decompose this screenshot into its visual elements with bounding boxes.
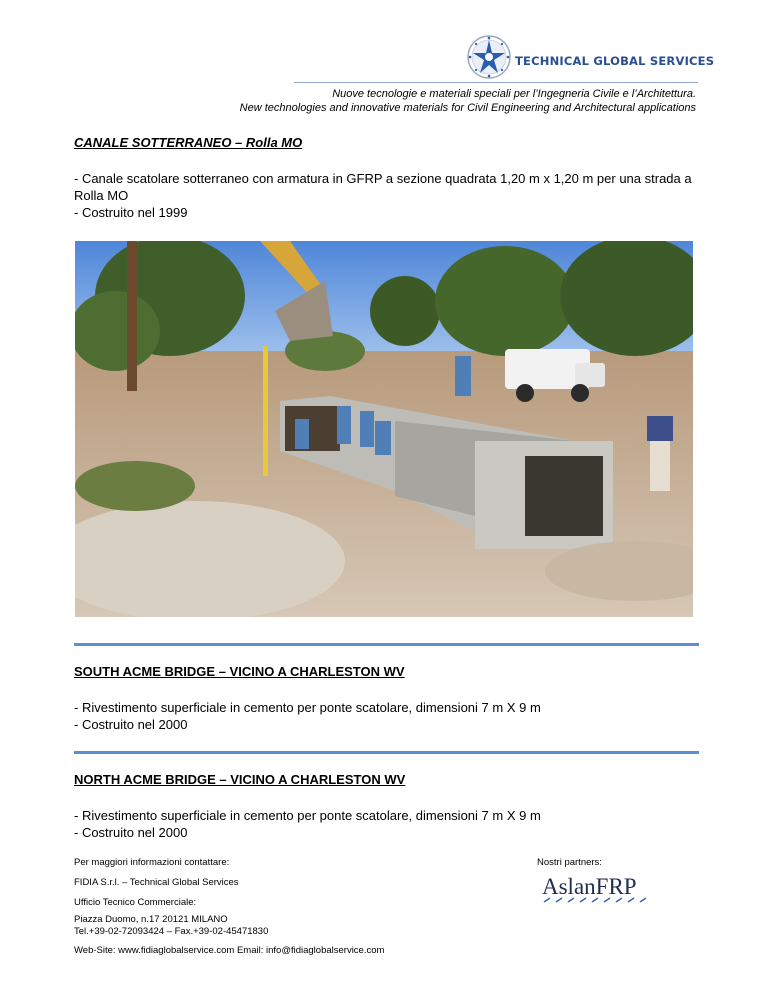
aslan-frp-logo-icon (540, 872, 652, 906)
description-line: - Costruito nel 2000 (74, 825, 188, 840)
footer-contact-intro: Per maggiori informazioni contattare: (74, 857, 230, 868)
tagline-english: New technologies and innovative materials for Civil Engineering and Architectural applications (239, 102, 696, 114)
section-title-canale: CANALE SOTTERRANEO – Rolla MO (74, 135, 303, 150)
tagline-italian: Nuove tecnologie e materiali speciali per l’Ingegneria Civile e l’Architettura. (332, 88, 696, 100)
footer-company: FIDIA S.r.l. – Technical Global Services (74, 877, 239, 888)
aslan-logo-text: AslanFRP (542, 874, 637, 899)
section-description-south-acme (74, 699, 541, 733)
description-line: - Costruito nel 2000 (74, 717, 188, 732)
footer-phone: Tel.+39-02-72093424 – Fax.+39-02-45471830 (74, 926, 269, 937)
section-description-canale (74, 170, 694, 221)
section-divider (74, 751, 699, 754)
partners-label: Nostri partners: (537, 857, 602, 868)
section-description-north-acme (74, 807, 541, 841)
description-line: - Rivestimento superficiale in cemento per ponte scatolare, dimensioni 7 m X 9 m (74, 700, 541, 715)
description-line: - Costruito nel 1999 (74, 205, 188, 220)
section-divider (74, 643, 699, 646)
company-logo-icon (466, 34, 512, 80)
brand-name: TECHNICAL GLOBAL SERVICES (515, 54, 715, 68)
footer-web: Web-Site: www.fidiaglobalservice.com Email: info@fidiaglobalservice.com (74, 945, 385, 956)
footer-office: Ufficio Tecnico Commerciale: (74, 897, 197, 908)
description-line: - Rivestimento superficiale in cemento per ponte scatolare, dimensioni 7 m X 9 m (74, 808, 541, 823)
section-title-north-acme: NORTH ACME BRIDGE – VICINO A CHARLESTON WV (74, 772, 406, 787)
construction-site-photo (75, 241, 693, 617)
section-title-south-acme: SOUTH ACME BRIDGE – VICINO A CHARLESTON WV (74, 664, 405, 679)
description-line: - Canale scatolare sotterraneo con armatura in GFRP a sezione quadrata 1,20 m x 1,20 m per una strada a Rolla MO (74, 171, 692, 203)
header-divider (294, 82, 698, 83)
footer-address: Piazza Duomo, n.17 20121 MILANO (74, 914, 228, 925)
